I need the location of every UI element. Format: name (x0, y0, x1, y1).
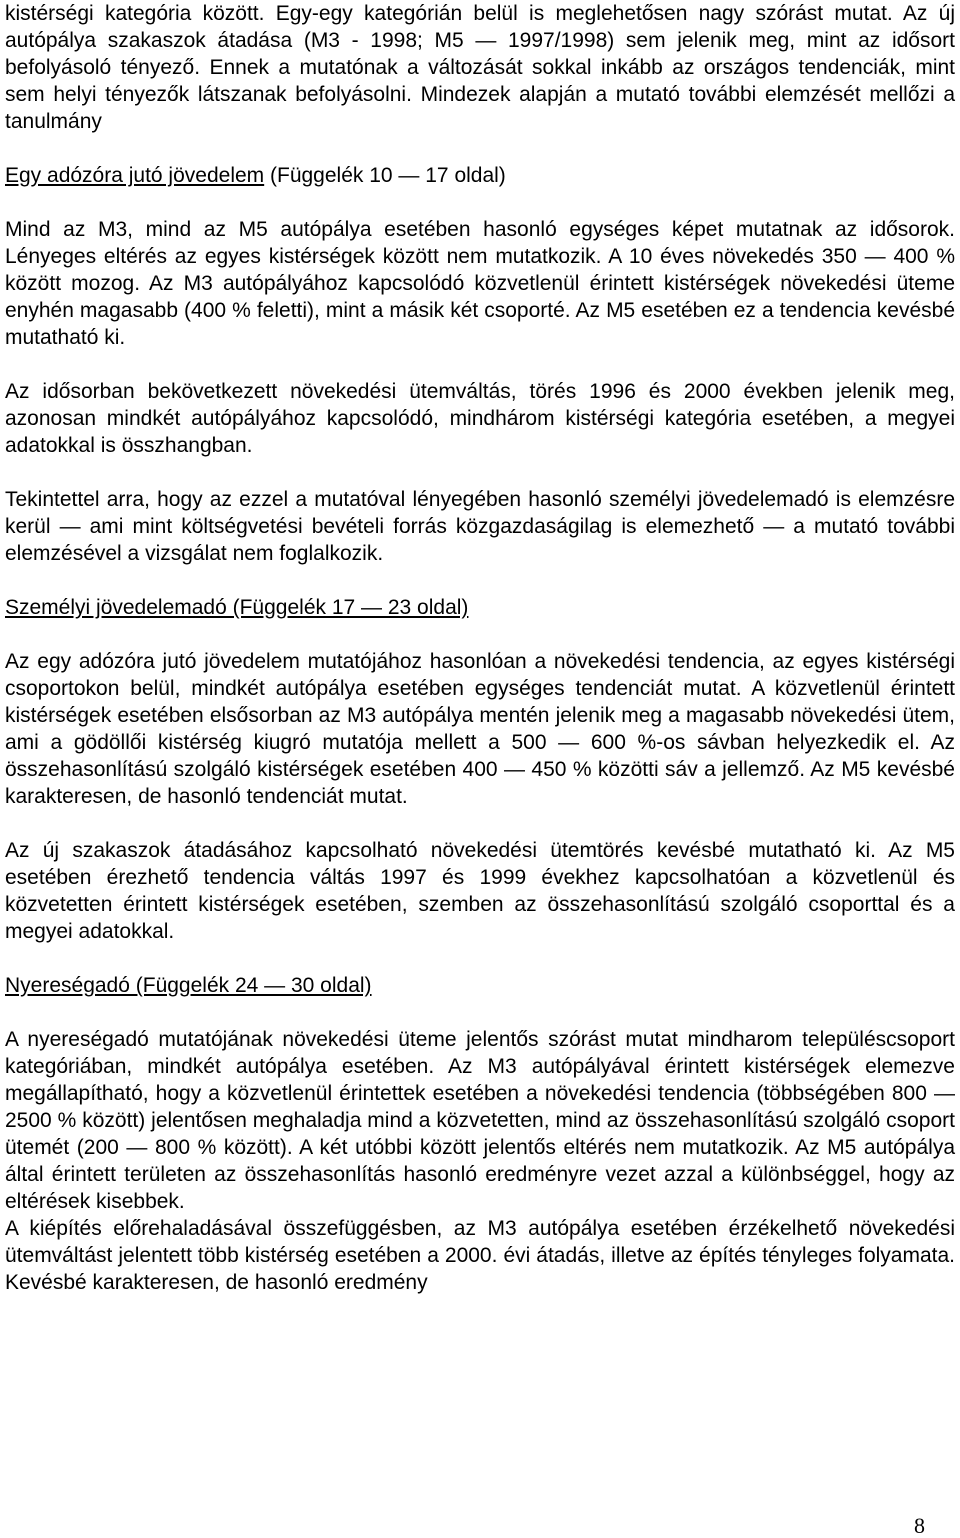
spacer (5, 945, 955, 972)
spacer (5, 999, 955, 1026)
paragraph-profit-tax-trend: A nyereségadó mutatójának növekedési üteme jelentős szórást mutat mindharom településcsoport kategóriában, mindkét autópálya esetében. Az M3 autópályával érintett kistérségek elemezve megállapítható, hogy a közvetlenül érintettek esetében a növekedési tendencia (többségében 800 — 2500 % között) jelentősen meghaladja mind a közvetetten, mind az összehasonlítású szolgáló csoport ütemét (200 — 800 % között). A két utóbbi között jelentős eltérés nem mutatkozik. Az M5 autópálya által érintett területen az összehasonlítás hasonló eredményre vezet azzal a különbséggel, hogy az eltérések kisebbek. (5, 1028, 955, 1213)
spacer (5, 189, 955, 216)
section-heading-income-per-taxpayer (5, 162, 955, 189)
paragraph-personal-tax-trend: Az egy adózóra jutó jövedelem mutatójához hasonlóan a növekedési tendencia, az egyes kistérségi csoportokon belül, mindkét autópálya esetében egységes tendenciát mutat. A közvetlenül érintett kistérségek esetében elsősorban az M3 autópálya mentén jelenik meg a magasabb növekedési ütem, ami a gödöllői kistérség kiugró mutatója mellett a 500 — 600 %-os sávban helyezkedik el. Az összehasonlítású szolgáló kistérségek esetében 400 — 450 % közötti sáv a jellemző. Az M5 kevésbé karakteresen, de hasonló tendenciát mutat. (5, 650, 955, 808)
heading-underlined-text: Egy adózóra jutó jövedelem (5, 164, 265, 187)
section-heading-profit-tax: Nyereségadó (Függelék 24 — 30 oldal) (5, 974, 372, 997)
document-page (5, 0, 955, 1296)
paragraph-new-sections: Az új szakaszok átadásához kapcsolható növekedési ütemtörés kevésbé mutatható ki. Az M5 esetében érezhető tendencia váltás 1997 és 1999 évekhez kapcsolhatóan a közvetlenül és közvetetten érintett kistérségek esetében, szemben az összehasonlítású szolgáló csoporttal és a megyei adatokkal. (5, 839, 955, 943)
page-number: 8 (914, 1513, 925, 1538)
spacer (5, 621, 955, 648)
spacer (5, 135, 955, 162)
paragraph-growth-break: Az idősorban bekövetkezett növekedési ütemváltás, törés 1996 és 2000 években jelenik meg, azonosan mindkét autópályához kapcsolódó, mindhárom kistérségi kategória esetében, a megyei adatokkal is összhangban. (5, 380, 955, 457)
paragraph-income-series: Mind az M3, mind az M5 autópálya esetében hasonló egységes képet mutatnak az idősorok. Lényeges eltérés az egyes kistérségek között nem mutatkozik. A 10 éves növekedés 350 — 400 % között mozog. Az M3 autópályához kapcsolódó közvetlenül érintett kistérségek növekedési üteme enyhén magasabb (400 % feletti), mint a másik két csoporté. Az M5 esetében ez a tendencia kevésbé mutatható ki. (5, 218, 955, 349)
spacer (5, 810, 955, 837)
section-heading-personal-income-tax: Személyi jövedelemadó (Függelék 17 — 23 oldal) (5, 596, 469, 619)
spacer (5, 351, 955, 378)
paragraph-intro: kistérségi kategória között. Egy-egy kategórián belül is meglehetősen nagy szórást mutat. Az új autópálya szakaszok átadása (M3 - 1998; M5 — 1997/1998) sem jelenik meg, mint az idősort befolyásoló tényező. Ennek a mutatónak a változását sokkal inkább az országos tendenciák, mint sem helyi tényezők látszanak befolyásolni. Mindezek alapján a mutató további elemzését mellőzi a tanulmány (5, 2, 955, 133)
spacer (5, 459, 955, 486)
paragraph-construction-progress: A kiépítés előrehaladásával összefüggésben, az M3 autópálya esetében érzékelhető növekedési ütemváltást jelentett több kistérség esetében a 2000. évi átadás, illetve az építés tényleges folyamata. Kevésbé karakteresen, de hasonló eredmény (5, 1217, 955, 1294)
spacer (5, 567, 955, 594)
heading-appendix-ref: (Függelék 10 — 17 oldal) (264, 164, 506, 187)
paragraph-personal-tax-note: Tekintettel arra, hogy az ezzel a mutatóval lényegében hasonló személyi jövedelemadó is elemzésre kerül — ami mint költségvetési bevételi forrás közgazdaságilag is elemezhető — a mutató további elemzésével a vizsgálat nem foglalkozik. (5, 488, 955, 565)
